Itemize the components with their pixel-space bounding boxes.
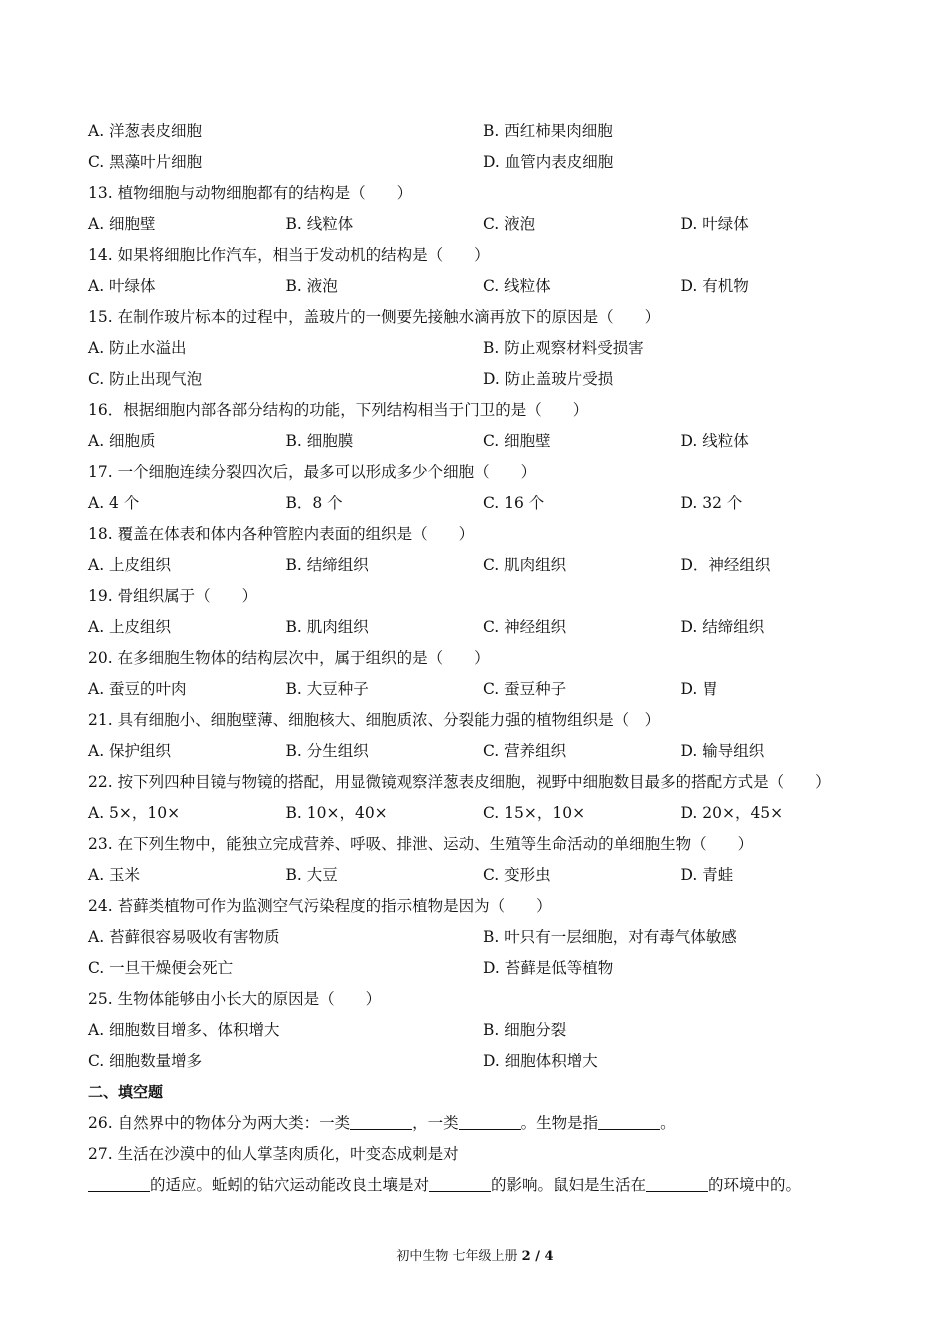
answer-option: B. 肌肉组织 [285, 618, 369, 636]
answer-option: A. 洋葱表皮细胞 [88, 122, 203, 140]
answer-option: B. 西红柿果肉细胞 [483, 122, 613, 140]
question-stem: 20. 在多细胞生物体的结构层次中，属于组织的是（ ） [88, 649, 490, 667]
answer-option: A. 上皮组织 [88, 556, 172, 574]
exam-page [88, 118, 878, 1203]
answer-option: A. 5×，10× [88, 804, 181, 822]
answer-blank[interactable] [459, 1111, 521, 1130]
answer-option: C. 线粒体 [483, 277, 551, 295]
answer-option: C. 蚕豆种子 [483, 680, 567, 698]
question-stem: 17. 一个细胞连续分裂四次后，最多可以形成多少个细胞（ ） [88, 463, 537, 481]
option-row [88, 1017, 878, 1048]
answer-option: D. 输导组织 [680, 742, 765, 760]
answer-option: D. 线粒体 [680, 432, 749, 450]
answer-option: C. 防止出现气泡 [88, 370, 203, 388]
question-text: 。生物是指 [520, 1114, 599, 1132]
answer-option: C. 16 个 [483, 494, 545, 512]
footer-page-number: 2 [521, 1249, 531, 1264]
option-row [88, 614, 878, 645]
question-stem: 14. 如果将细胞比作汽车，相当于发动机的结构是（ ） [88, 246, 490, 264]
answer-option: B. 液泡 [285, 277, 338, 295]
answer-option: B. 大豆 [285, 866, 338, 884]
option-row [88, 862, 878, 893]
question-stem: 24. 苔藓类植物可作为监测空气污染程度的指示植物是因为（ ） [88, 897, 552, 915]
answer-option: D. 32 个 [680, 494, 743, 512]
question-stem: 21. 具有细胞小、细胞壁薄、细胞核大、细胞质浓、分裂能力强的植物组织是（ ） [88, 711, 661, 729]
answer-option: C. 神经组织 [483, 618, 567, 636]
section-heading: 二、填空题 [88, 1083, 164, 1101]
answer-blank[interactable] [350, 1111, 412, 1130]
question-stem: 15. 在制作玻片标本的过程中，盖玻片的一侧要先接触水滴再放下的原因是（ ） [88, 308, 661, 326]
answer-option: A. 防止水溢出 [88, 339, 187, 357]
option-row [88, 955, 878, 986]
answer-option: A. 细胞数目增多、体积增大 [88, 1021, 280, 1039]
answer-option: B．8 个 [285, 494, 343, 512]
footer-title: 初中生物 七年级上册 [396, 1249, 522, 1264]
question-stem: 18. 覆盖在体表和体内各种管腔内表面的组织是（ ） [88, 525, 475, 543]
answer-option: A. 蚕豆的叶肉 [88, 680, 187, 698]
answer-option: B. 叶只有一层细胞，对有毒气体敏感 [483, 928, 737, 946]
answer-blank[interactable] [429, 1173, 491, 1192]
question-text: ，一类 [412, 1114, 459, 1132]
question-stem: 25. 生物体能够由小长大的原因是（ ） [88, 990, 382, 1008]
option-row [88, 211, 878, 242]
answer-option: B. 细胞分裂 [483, 1021, 567, 1039]
answer-option: D. 结缔组织 [680, 618, 765, 636]
answer-option: A. 4 个 [88, 494, 140, 512]
answer-option: D．神经组织 [680, 556, 771, 574]
answer-option: A. 上皮组织 [88, 618, 172, 636]
option-row [88, 428, 878, 459]
option-row [88, 149, 878, 180]
answer-option: B. 大豆种子 [285, 680, 369, 698]
fill-question-27-continued [88, 1172, 878, 1203]
option-row [88, 335, 878, 366]
answer-option: D. 细胞体积增大 [483, 1052, 598, 1070]
answer-option: A. 保护组织 [88, 742, 172, 760]
question-text: 的影响。鼠妇是生活在 [491, 1176, 647, 1194]
question-text: 27. 生活在沙漠中的仙人掌茎肉质化，叶变态成刺是对 [88, 1145, 459, 1163]
answer-option: C. 细胞壁 [483, 432, 551, 450]
question-stem: 16．根据细胞内部各部分结构的功能，下列结构相当于门卫的是（ ） [88, 401, 589, 419]
answer-option: D. 防止盖玻片受损 [483, 370, 614, 388]
question-text: 。 [660, 1114, 676, 1132]
option-row [88, 552, 878, 583]
option-row [88, 800, 878, 831]
question-stem: 22. 按下列四种目镜与物镜的搭配，用显微镜观察洋葱表皮细胞，视野中细胞数目最多的搭配方式是（ ） [88, 773, 831, 791]
option-row [88, 924, 878, 955]
question-stem: 13. 植物细胞与动物细胞都有的结构是（ ） [88, 184, 413, 202]
answer-option: A. 叶绿体 [88, 277, 156, 295]
footer-separator: / [530, 1249, 545, 1264]
question-text: 的环境中的。 [708, 1176, 802, 1194]
question-text: 26. 自然界中的物体分为两大类：一类 [88, 1114, 351, 1132]
answer-option: B. 结缔组织 [285, 556, 369, 574]
option-row [88, 1048, 878, 1079]
answer-option: B. 10×，40× [285, 804, 388, 822]
option-row [88, 118, 878, 149]
option-row [88, 366, 878, 397]
answer-option: D. 青蛙 [680, 866, 734, 884]
answer-option: C. 肌肉组织 [483, 556, 567, 574]
answer-option: D. 有机物 [680, 277, 749, 295]
answer-option: D. 20×，45× [680, 804, 784, 822]
answer-option: C. 营养组织 [483, 742, 567, 760]
answer-option: A. 细胞壁 [88, 215, 156, 233]
option-row [88, 273, 878, 304]
answer-option: C. 细胞数量增多 [88, 1052, 203, 1070]
answer-option: C. 液泡 [483, 215, 536, 233]
question-stem: 19. 骨组织属于（ ） [88, 587, 258, 605]
answer-option: C. 黑藻叶片细胞 [88, 153, 203, 171]
answer-option: C. 一旦干燥便会死亡 [88, 959, 234, 977]
page-footer [0, 1245, 950, 1264]
answer-blank[interactable] [598, 1111, 660, 1130]
answer-option: C. 15×，10× [483, 804, 586, 822]
fill-question-26 [88, 1110, 878, 1141]
answer-option: D. 血管内表皮细胞 [483, 153, 614, 171]
answer-blank[interactable] [88, 1173, 150, 1192]
answer-option: A. 细胞质 [88, 432, 156, 450]
answer-option: C. 变形虫 [483, 866, 551, 884]
answer-option: D. 叶绿体 [680, 215, 749, 233]
option-row [88, 738, 878, 769]
fill-question-27 [88, 1141, 878, 1172]
answer-option: B. 分生组织 [285, 742, 369, 760]
answer-option: A. 苔藓很容易吸收有害物质 [88, 928, 280, 946]
answer-option: A. 玉米 [88, 866, 141, 884]
answer-blank[interactable] [646, 1173, 708, 1192]
question-stem: 23. 在下列生物中，能独立完成营养、呼吸、排泄、运动、生殖等生命活动的单细胞生物（ ） [88, 835, 754, 853]
option-row [88, 490, 878, 521]
answer-option: B. 防止观察材料受损害 [483, 339, 644, 357]
option-row [88, 676, 878, 707]
answer-option: B. 线粒体 [285, 215, 354, 233]
answer-option: B. 细胞膜 [285, 432, 354, 450]
answer-option: D. 苔藓是低等植物 [483, 959, 614, 977]
question-text: 的适应。蚯蚓的钻穴运动能改良土壤是对 [150, 1176, 430, 1194]
answer-option: D. 胃 [680, 680, 718, 698]
footer-page-total: 4 [544, 1249, 554, 1264]
